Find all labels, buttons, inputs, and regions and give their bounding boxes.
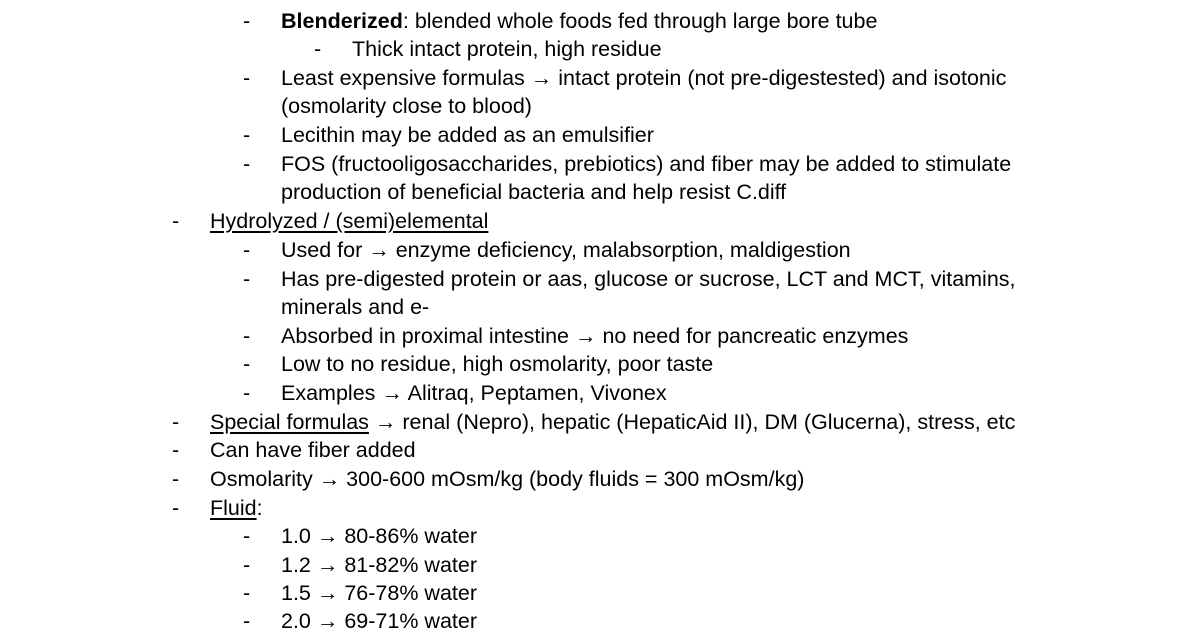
low-residue-item: Low to no residue, high osmolarity, poor taste [281,352,714,376]
special-formulas-term: Special formulas [210,410,369,434]
bullet-dash: - [243,553,251,577]
fluid-item: 2.0 → 69-71% water [281,609,477,633]
special-formulas-desc: → renal (Nepro), hepatic (HepaticAid II), DM (Glucerna), stress, etc [368,410,1016,434]
osmolarity-item: Osmolarity → 300-600 mOsm/kg (body fluids = 300 mOsm/kg) [210,467,805,491]
fos-line-1: FOS (fructooligosaccharides, prebiotics) and fiber may be added to stimulate [281,152,1012,176]
blenderized-item [281,7,877,35]
fluid-item: 1.2 → 81-82% water [281,553,477,577]
fluid-term: Fluid [210,496,257,520]
least-expensive-line-2: (osmolarity close to blood) [281,94,532,118]
lecithin-item: Lecithin may be added as an emulsifier [281,123,654,147]
blenderized-sub-item: Thick intact protein, high residue [352,37,662,61]
examples-item: Examples → Alitraq, Peptamen, Vivonex [281,381,667,405]
bullet-dash: - [243,152,251,176]
fluid-item: 1.0 → 80-86% water [281,524,477,548]
special-formulas-item [210,408,1015,436]
fiber-item: Can have fiber added [210,438,416,462]
blenderized-term: Blenderized [281,9,403,33]
bullet-dash: - [243,524,251,548]
fluid-item: 1.5 → 76-78% water [281,581,477,605]
bullet-dash: - [172,209,180,233]
bullet-dash: - [243,123,251,147]
bullet-dash: - [243,381,251,405]
used-for-item: Used for → enzyme deficiency, malabsorption, maldigestion [281,238,851,262]
bullet-dash: - [172,496,180,520]
bullet-dash: - [243,581,251,605]
blenderized-desc: : blended whole foods fed through large bore tube [402,9,878,33]
fluid-heading [210,494,263,522]
has-line-2: minerals and e- [281,295,430,319]
bullet-dash: - [243,238,251,262]
absorbed-item: Absorbed in proximal intestine → no need for pancreatic enzymes [281,324,909,348]
has-line-1: Has pre-digested protein or aas, glucose or sucrose, LCT and MCT, vitamins, [281,267,1016,291]
bullet-dash: - [243,9,251,33]
bullet-dash: - [243,609,251,633]
fluid-colon: : [256,496,263,520]
bullet-dash: - [172,410,180,434]
bullet-dash: - [314,37,322,61]
bullet-dash: - [172,438,180,462]
fos-line-2: production of beneficial bacteria and help resist C.diff [281,180,787,204]
hydrolyzed-heading: Hydrolyzed / (semi)elemental [210,209,489,233]
least-expensive-line-1: Least expensive formulas → intact protein (not pre-digestested) and isotonic [281,66,1007,90]
bullet-dash: - [243,66,251,90]
bullet-dash: - [172,467,180,491]
bullet-dash: - [243,324,251,348]
bullet-dash: - [243,267,251,291]
bullet-dash: - [243,352,251,376]
